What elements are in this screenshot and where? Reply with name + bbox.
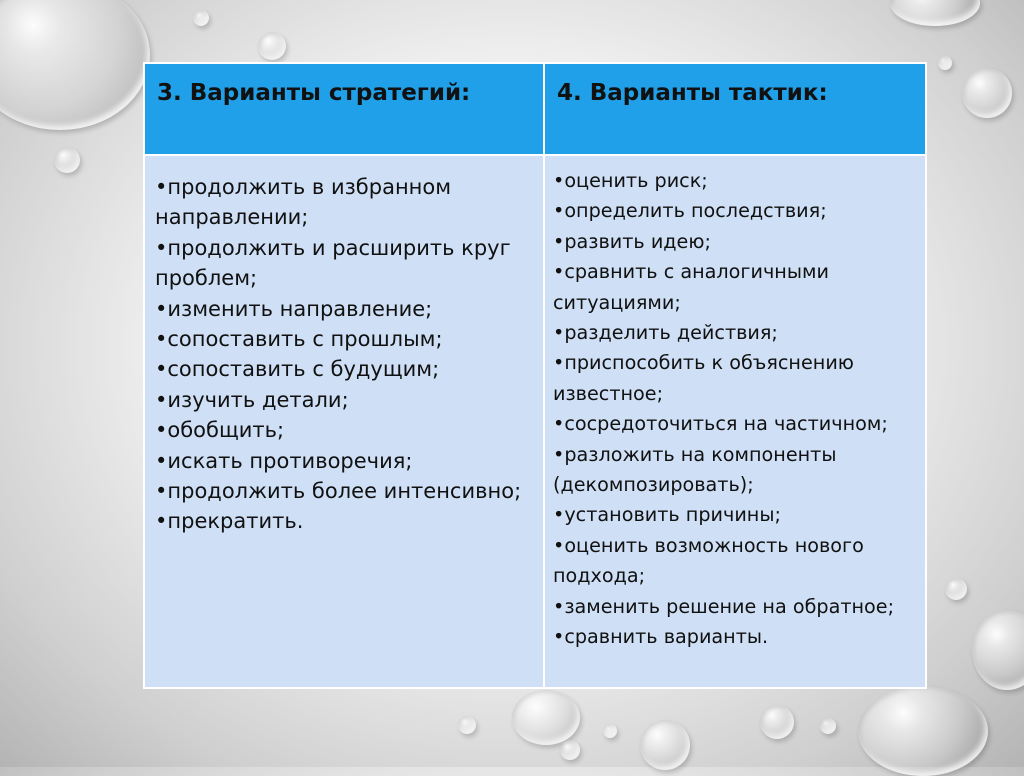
water-drop-decoration xyxy=(193,10,209,26)
water-drop-decoration xyxy=(640,720,690,770)
water-drop-decoration xyxy=(512,690,580,745)
water-drop-decoration xyxy=(962,68,1012,118)
list-item: •сравнить с аналогичными ситуациями; xyxy=(553,260,829,314)
list-item: •обобщить; xyxy=(155,418,285,443)
list-item: •приспособить к объяснению известное; xyxy=(553,351,854,405)
list-item: •определить последствия; xyxy=(553,199,827,223)
water-drop-decoration xyxy=(938,56,952,70)
list-item: •искать противоречия; xyxy=(155,448,413,473)
list-item: •сравнить варианты. xyxy=(553,625,769,649)
water-drop-decoration xyxy=(560,740,580,760)
list-item: •прекратить. xyxy=(155,509,304,534)
water-drop-decoration xyxy=(945,578,967,600)
list-item: •сопоставить с будущим; xyxy=(155,357,440,382)
list-item: •заменить решение на обратное; xyxy=(553,594,895,618)
strategies-cell xyxy=(144,155,544,688)
water-drop-decoration xyxy=(972,610,1024,690)
list-item: •изменить направление; xyxy=(155,296,433,321)
header-tactics: 4. Варианты тактик: xyxy=(557,80,828,106)
header-cell-strategies xyxy=(144,63,544,155)
water-drop-decoration xyxy=(458,716,476,734)
water-drop-decoration xyxy=(258,32,286,60)
water-drop-decoration xyxy=(54,147,80,173)
list-item: •продолжить и расширить круг проблем; xyxy=(155,235,511,291)
list-item: •оценить возможность нового подхода; xyxy=(553,533,864,588)
water-drop-decoration xyxy=(0,0,150,130)
strategies-list xyxy=(145,156,543,537)
tactics-cell xyxy=(544,155,926,688)
table-body-row xyxy=(144,155,926,688)
water-drop-decoration xyxy=(603,724,617,738)
list-item: •продолжить более интенсивно; xyxy=(155,479,522,504)
comparison-table xyxy=(143,62,927,689)
list-item: •сосредоточиться на частичном; xyxy=(553,412,888,436)
tactics-list xyxy=(545,156,925,653)
list-item: •разделить действия; xyxy=(553,321,778,345)
list-item: •продолжить в избранном направлении; xyxy=(155,175,452,230)
list-item: •разложить на компоненты (декомпозировать); xyxy=(553,442,837,497)
header-cell-tactics xyxy=(544,63,926,155)
list-item: •развить идею; xyxy=(553,229,711,253)
water-drop-decoration xyxy=(890,0,980,26)
list-item: •установить причины; xyxy=(553,503,781,527)
water-drop-decoration xyxy=(760,705,794,739)
water-drop-decoration xyxy=(858,686,988,776)
list-item: •изучить детали; xyxy=(155,387,349,412)
header-strategies: 3. Варианты стратегий: xyxy=(157,80,471,106)
water-drop-decoration xyxy=(820,718,836,734)
list-item: •оценить риск; xyxy=(553,169,708,192)
table-header-row xyxy=(144,63,926,155)
list-item: •сопоставить с прошлым; xyxy=(155,327,443,352)
